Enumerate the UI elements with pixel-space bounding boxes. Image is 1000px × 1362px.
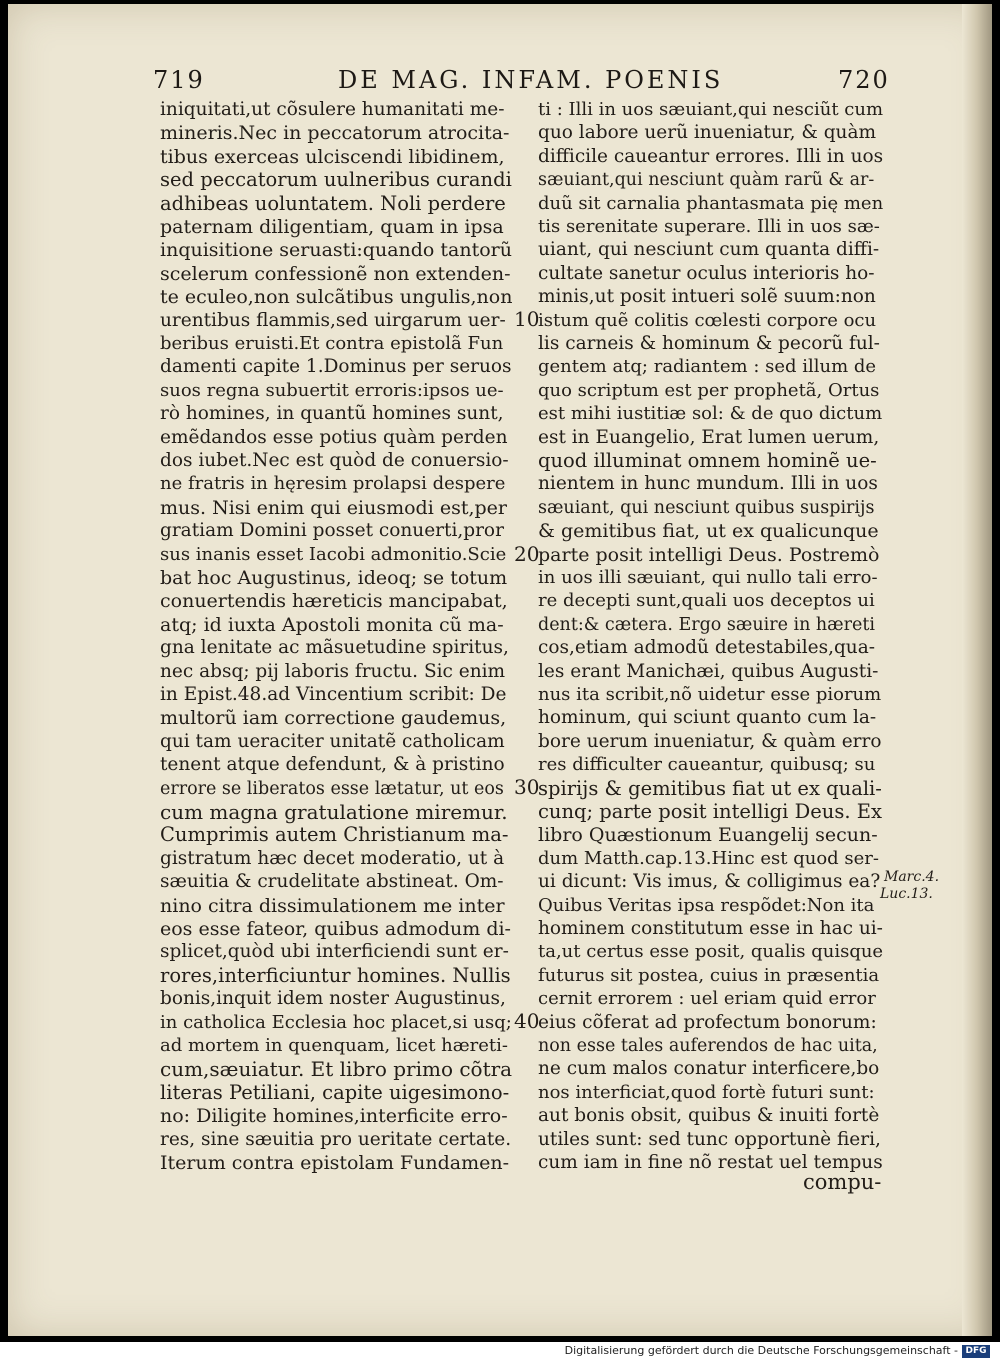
text-line: Iterum contra epistolam Fundamen- xyxy=(160,1152,509,1174)
text-line: beribus eruisti.Et contra epistolã Fun xyxy=(160,333,504,354)
text-line: inquisitione seruasti:quando tantorũ xyxy=(160,239,512,262)
text-line: paternam diligentiam, quam in ipsa xyxy=(160,216,504,238)
line-number-40: 40 xyxy=(514,1009,540,1033)
text-line: cum,sæuiatur. Et libro primo cõtra xyxy=(160,1057,513,1082)
dfg-logo: DFG xyxy=(962,1345,990,1358)
text-line: quo labore uerũ inueniatur, & quàm xyxy=(538,122,877,144)
text-line: bore uerum inueniatur, & quàm erro xyxy=(538,730,882,752)
text-line: res difficulter caueantur, quibusq; su xyxy=(538,754,876,776)
text-line: bat hoc Augustinus, ideoq; se totum xyxy=(160,567,508,589)
page-edge xyxy=(962,4,992,1336)
text-line: cum iam in fine nõ restat uel tempus xyxy=(538,1152,883,1173)
text-line: rores,interficiuntur homines. Nullis xyxy=(160,963,511,987)
text-line: parte posit intelligi Deus. Postremò xyxy=(538,543,880,566)
text-line: dum Matth.cap.13.Hinc est quod ser- xyxy=(538,847,879,869)
line-number-10: 10 xyxy=(514,307,540,331)
text-line: nientem in hunc mundum. Illi in uos xyxy=(538,473,878,495)
text-line: damenti capite 1.Dominus per seruos xyxy=(160,356,512,378)
text-line: cernit errorem : uel eriam quid error xyxy=(538,988,876,1010)
text-line: sæuiant, qui nesciunt quibus suspirijs xyxy=(538,497,875,518)
text-line: Cumprimis autem Christianum ma- xyxy=(160,823,509,847)
text-line: quod illuminat omnem hominẽ ue- xyxy=(538,449,877,472)
text-line: lis carneis & hominum & pecorũ ful- xyxy=(538,333,880,354)
line-number-30: 30 xyxy=(514,775,540,799)
text-line: spirijs & gemitibus fiat ut ex quali- xyxy=(538,776,882,800)
text-line: libro Quæstionum Euangelij secun- xyxy=(538,824,878,847)
text-line: conuertendis hæreticis mancipabat, xyxy=(160,590,508,613)
running-title: DE MAG. INFAM. POENIS xyxy=(338,66,724,94)
text-line: tenent atque defendunt, & à pristino xyxy=(160,754,505,776)
text-line: re decepti sunt,quali uos deceptos ui xyxy=(538,590,875,612)
text-line: res, sine sæuitia pro ueritate certate. xyxy=(160,1128,512,1150)
text-line: sæuiant,qui nesciunt quàm rarũ & ar- xyxy=(538,170,875,191)
book-page xyxy=(8,4,992,1336)
text-line: dos iubet.Nec est quòd de conuersio- xyxy=(160,450,509,471)
text-line: les erant Manichæi, quibus Augusti- xyxy=(538,660,879,682)
text-line: urentibus flammis,sed uirgarum uer- xyxy=(160,309,506,331)
text-line: nec absq; pij laboris fructu. Sic enim xyxy=(160,660,506,682)
text-line: cunq; parte posit intelligi Deus. Ex xyxy=(538,800,882,823)
text-line: mineris.Nec in peccatorum atrocita- xyxy=(160,122,510,145)
text-line: gna lenitate ac mãsuetudine spiritus, xyxy=(160,637,509,659)
catchword: compu- xyxy=(803,1170,882,1194)
footer-bar xyxy=(0,1342,1000,1362)
text-line: cos,etiam admodũ detestabiles,qua- xyxy=(538,637,875,659)
text-line: bonis,inquit idem noster Augustinus, xyxy=(160,988,506,1010)
text-line: errore se liberatos esse lætatur, ut eos xyxy=(160,778,504,799)
text-line: literas Petiliani, capite uigesimono- xyxy=(160,1080,510,1104)
text-line: splicet,quòd ubi interficiendi sunt er- xyxy=(160,941,509,963)
text-line: aut bonis obsit, quibus & inuiti fortè xyxy=(538,1105,880,1127)
text-line: in Epist.48.ad Vincentium scribit: De xyxy=(160,684,507,705)
text-line: quo scriptum est per prophetã, Ortus xyxy=(538,379,880,401)
text-line: hominem constitutum esse in hac ui- xyxy=(538,918,883,939)
text-line: est mihi iustitiæ sol: & de quo dictum xyxy=(538,403,883,425)
text-line: in uos illi sæuiant, qui nullo tali erro- xyxy=(538,567,878,588)
text-line: adhibeas uoluntatem. Noli perdere xyxy=(160,191,506,215)
text-line: dent:& cætera. Ergo sæuire in hæreti xyxy=(538,614,875,635)
text-line: minis,ut posit intueri solẽ suum:non xyxy=(538,286,876,308)
text-line: istum quẽ colitis cœlesti corpore ocu xyxy=(538,309,877,331)
text-line: emẽdandos esse potius quàm perden xyxy=(160,426,508,448)
text-line: utiles sunt: sed tunc opportunè fieri, xyxy=(538,1128,881,1150)
running-header xyxy=(8,66,992,98)
text-line: no: Diligite homines,interficite erro- xyxy=(160,1105,508,1128)
text-line: rò homines, in quantũ homines sunt, xyxy=(160,403,504,425)
text-line: non esse tales auferendos de hac uita, xyxy=(538,1036,878,1056)
text-line: nus ita scribit,nõ uidetur esse piorum xyxy=(538,684,882,705)
text-line: difficile caueantur errores. Illi in uos xyxy=(538,145,884,167)
text-line: qui tam ueraciter unitatẽ catholicam xyxy=(160,730,505,752)
footer-credit: Digitalisierung gefördert durch die Deutsche Forschungsgemeinschaft - xyxy=(564,1344,958,1357)
text-line: ti : Illi in uos sæuiant,qui nesciũt cum xyxy=(538,99,884,120)
margin-note-marc: Marc.4. xyxy=(884,869,940,885)
text-line: sed peccatorum uulneribus curandi xyxy=(160,168,512,192)
text-line: sus inanis esset Iacobi admonitio.Scie xyxy=(160,543,507,565)
text-line: gratiam Domini posset conuerti,pror xyxy=(160,520,504,542)
line-number-20: 20 xyxy=(514,542,540,566)
margin-note-luc: Luc.13. xyxy=(880,886,933,902)
text-line: futurus sit postea, cuius in præsentia xyxy=(538,964,880,986)
text-line: ta,ut certus esse posit, qualis quisque xyxy=(538,941,884,963)
text-line: scelerum confessionẽ non extenden- xyxy=(160,262,511,285)
text-line: nino citra dissimulationem me inter xyxy=(160,894,505,917)
text-line: ad mortem in quenquam, licet hæreti- xyxy=(160,1035,508,1056)
text-line: eos esse fateor, quibus admodum di- xyxy=(160,918,511,940)
text-line: uiant, qui nesciunt cum quanta diffi- xyxy=(538,239,880,261)
text-line: gistratum hæc decet moderatio, ut à xyxy=(160,847,505,869)
text-line: tibus exerceas ulciscendi libidinem, xyxy=(160,145,505,168)
text-line: gentem atq; radiantem : sed illum de xyxy=(538,356,877,378)
text-line: ne cum malos conatur interficere,bo xyxy=(538,1058,880,1080)
text-line: est in Euangelio, Erat lumen uerum, xyxy=(538,426,880,448)
text-line: atq; id iuxta Apostoli monita cũ ma- xyxy=(160,613,504,636)
text-line: ui dicunt: Vis imus, & colligimus ea? xyxy=(538,871,881,893)
text-line: duũ sit carnalia phantasmata pię men xyxy=(538,192,884,214)
text-line: hominum, qui sciunt quanto cum la- xyxy=(538,707,877,729)
text-line: nos interficiat,quod fortè futuri sunt: xyxy=(538,1081,875,1103)
page-number-left: 719 xyxy=(153,66,205,94)
page-number-right: 720 xyxy=(838,66,890,94)
text-line: ne fratris in hęresim prolapsi despere xyxy=(160,473,506,495)
text-line: in catholica Ecclesia hoc placet,si usq; xyxy=(160,1011,512,1033)
text-line: mus. Nisi enim qui eiusmodi est,per xyxy=(160,496,507,519)
text-line: sæuitia & crudelitate abstineat. Om- xyxy=(160,871,504,893)
text-line: eius cõferat ad profectum bonorum: xyxy=(538,1011,877,1033)
text-line: te eculeo,non sulcãtibus ungulis,non xyxy=(160,286,513,309)
text-line: cum magna gratulatione miremur. xyxy=(160,800,508,824)
text-line: suos regna subuertit erroris:ipsos ue- xyxy=(160,379,504,401)
text-line: multorũ iam correctione gaudemus, xyxy=(160,707,507,730)
text-line: tis serenitate superare. Illi in uos sæ- xyxy=(538,216,880,237)
text-line: iniquitati,ut cõsulere humanitati me- xyxy=(160,99,505,120)
text-line: Quibus Veritas ipsa respõdet:Non ita xyxy=(538,894,875,916)
text-line: & gemitibus fiat, ut ex qualicunque xyxy=(538,520,879,543)
text-line: cultate sanetur oculus interioris ho- xyxy=(538,262,875,284)
